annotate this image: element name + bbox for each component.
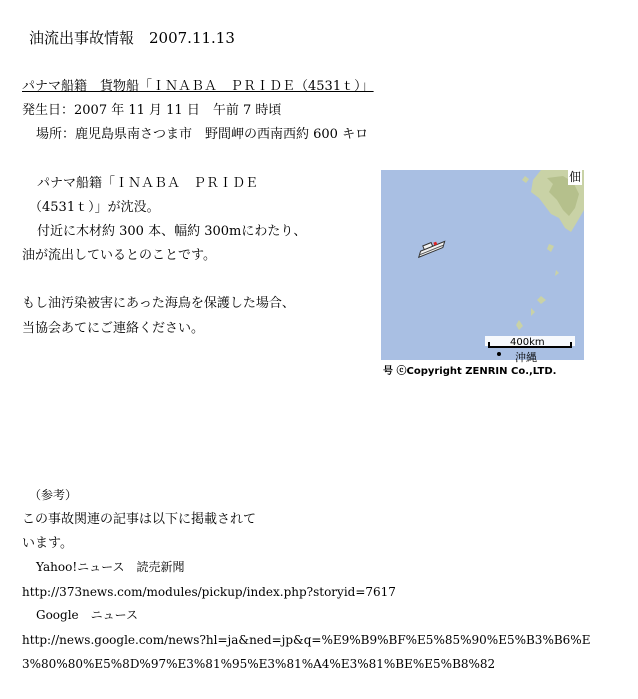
island	[516, 320, 523, 330]
map-canvas	[381, 170, 584, 360]
ship-line: パナマ船籍 貨物船「ＩＮＡＢＡ ＰＲＩＤＥ（4531ｔ）」	[22, 79, 374, 94]
place-line: 場所：鹿児島県南さつま市 野間岬の西南西約 600 キロ	[36, 127, 369, 142]
island	[537, 296, 546, 304]
reference-source-google: Google ニュース	[36, 608, 139, 622]
island	[555, 270, 559, 276]
island	[531, 308, 535, 316]
page-title: 油流出事故情報 2007.11.13	[29, 29, 235, 47]
body-line-3: 付近に木材約 300 本、幅約 300mにわたり、	[37, 224, 307, 239]
island	[547, 244, 554, 252]
accident-map	[381, 170, 584, 360]
okinawa-marker	[497, 352, 501, 356]
reference-heading: （参考）	[29, 488, 78, 502]
map-label-okinawa: 沖縄	[515, 351, 537, 364]
reference-line-1: この事故関連の記事は以下に掲載されて	[22, 512, 257, 527]
reference-url-1[interactable]: http://373news.com/modules/pickup/index.php?storyid=7617	[22, 585, 396, 599]
date-line: 発生日：2007 年 11 月 11 日 午前 7 時頃	[22, 103, 282, 118]
map-label-top: 佃	[569, 170, 582, 184]
body-line-2: （4531ｔ）」が沈没。	[29, 200, 160, 215]
ship-icon	[415, 238, 446, 258]
map-copyright: 号 ⓒCopyright ZENRIN Co.,LTD.	[383, 366, 557, 377]
scale-label: 400km	[510, 337, 545, 348]
reference-line-2: います。	[22, 536, 73, 551]
reference-source-yahoo: Yahoo!ニュース 読売新聞	[36, 560, 185, 574]
reference-url-2-part2[interactable]: 3%80%80%E5%8D%97%E3%81%95%E3%81%A4%E3%81%BE%E5%B8%82	[22, 657, 496, 671]
contact-line-2: 当協会あてにご連絡ください。	[22, 321, 205, 336]
island	[522, 176, 529, 183]
contact-line-1: もし油汚染被害にあった海鳥を保護した場合、	[22, 296, 295, 311]
body-line-1: パナマ船籍「ＩＮＡＢＡ ＰＲＩＤＥ	[37, 176, 259, 191]
body-line-4: 油が流出しているとのことです。	[22, 248, 216, 263]
reference-url-2-part1[interactable]: http://news.google.com/news?hl=ja&ned=jp&q=%E9%B9%BF%E5%85%90%E5%B3%B6%E	[22, 633, 591, 647]
